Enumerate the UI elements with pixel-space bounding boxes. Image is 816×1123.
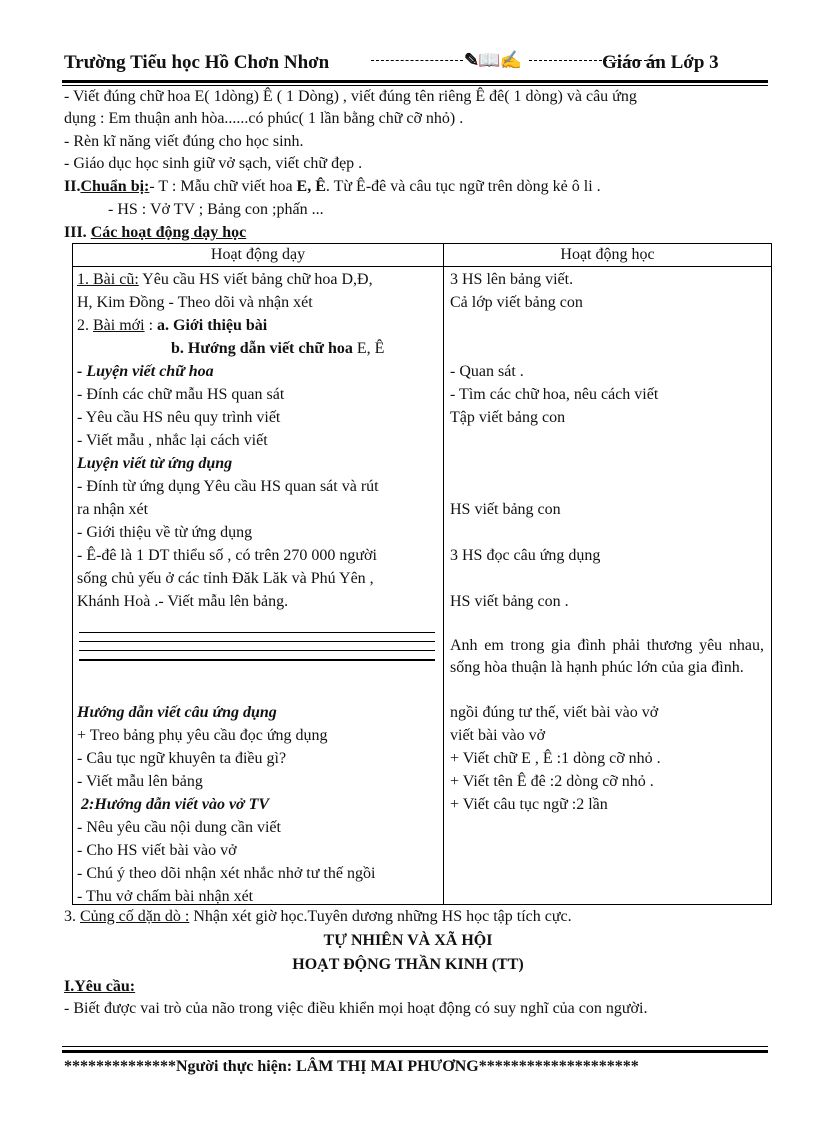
teacher-row: ra nhận xét — [77, 501, 149, 518]
teacher-row — [171, 338, 384, 360]
subject-title: TỰ NHIÊN VÀ XÃ HỘI — [323, 932, 493, 949]
header-rule-thick — [62, 80, 768, 83]
teacher-row: - Cho HS viết bài vào vở — [77, 842, 237, 859]
wrapup-label: Củng cố dặn dò : — [80, 908, 190, 925]
objective-line-2: dụng : Em thuận anh hòa......có phúc( 1 lần bằng chữ cỡ nhỏ) . — [64, 110, 464, 127]
teacher-row: - Viết mẫu , nhắc lại cách viết — [77, 432, 268, 449]
old-lesson-text: Yêu cầu HS viết bảng chữ hoa D,Đ, — [138, 271, 373, 288]
objective-line-1: - Viết đúng chữ hoa E( 1dòng) Ê ( 1 Dòng) , viết đúng tên riêng Ê đê( 1 dòng) và câu ứng — [64, 88, 637, 105]
book-pen-ornament-icon: ✎📖✍ — [464, 50, 521, 70]
section-number: III. — [64, 224, 87, 241]
header-divider — [73, 266, 771, 267]
teacher-row — [77, 269, 373, 291]
section-number: II. — [64, 178, 81, 195]
old-lesson-label: 1. Bài cũ: — [77, 271, 139, 288]
teacher-row: - Chú ý theo dõi nhận xét nhắc nhở tư thế ngồi — [77, 865, 376, 882]
teacher-row: - Đính các chữ mẫu HS quan sát — [77, 386, 285, 403]
teacher-row — [77, 315, 267, 337]
preparation-teacher-text: - T : Mẫu chữ viết hoa — [149, 178, 297, 195]
activities-heading — [64, 222, 246, 244]
teacher-subheading: Hướng dẫn viết câu ứng dụng — [77, 704, 277, 721]
teacher-subheading: 2:Hướng dẫn viết vào vở TV — [81, 796, 270, 813]
teacher-row: H, Kim Đồng - Theo dõi và nhận xét — [77, 294, 313, 311]
school-name: Trường Tiểu học Hồ Chơn Nhơn — [64, 52, 330, 73]
preparation-teacher-text-tail: . Từ Ê-đê và câu tục ngữ trên dòng kẻ ô li . — [325, 178, 601, 195]
preparation-heading: Chuẩn bị: — [80, 178, 150, 195]
footer-rule-thin — [62, 1046, 768, 1047]
teacher-row: - Thu vở chấm bài nhận xét — [77, 888, 254, 905]
teacher-subheading: - Luyện viết chữ hoa — [77, 363, 214, 380]
new-lesson-label: Bài mới — [93, 317, 145, 334]
teacher-subheading: Luyện viết từ ứng dụng — [77, 455, 233, 472]
requirements-heading: I.Yêu cầu: — [64, 978, 136, 995]
wrapup-line — [64, 906, 572, 928]
wrapup-number: 3. — [64, 908, 80, 925]
teacher-column-header: Hoạt động dạy — [210, 246, 306, 263]
student-row: ngồi đúng tư thế, viết bài vào vở — [450, 704, 659, 721]
intro-lesson-label: a. Giới thiệu bài — [157, 317, 268, 334]
student-row: HS viết bảng con . — [450, 593, 569, 610]
teacher-row: sống chủ yếu ở các tỉnh Đăk Lăk và Phú Yên , — [77, 570, 374, 587]
student-row: - Quan sát . — [450, 363, 524, 380]
student-row: + Viết tên Ê đê :2 dòng cỡ nhỏ . — [450, 773, 654, 790]
student-row: 3 HS đọc câu ứng dụng — [450, 547, 601, 564]
student-row: viết bài vào vở — [450, 727, 546, 744]
activities-table — [72, 243, 772, 905]
teacher-row: + Treo bảng phụ yêu cầu đọc ứng dụng — [77, 727, 328, 744]
page-header — [64, 52, 768, 78]
teacher-row: - Nêu yêu cầu nội dung cần viết — [77, 819, 281, 836]
column-divider — [443, 244, 444, 904]
student-row: 3 HS lên bảng viết. — [450, 271, 574, 288]
activities-heading-label: Các hoạt động dạy học — [90, 224, 247, 241]
student-row: + Viết chữ E , Ê :1 dòng cỡ nhỏ . — [450, 750, 661, 767]
student-row: - Tìm các chữ hoa, nêu cách viết — [450, 386, 659, 403]
author-footer: **************Người thực hiện: LÂM THỊ MAI PHƯƠNG******************** — [64, 1058, 639, 1075]
guide-uppercase-letters: E, Ê — [352, 340, 385, 357]
grade-label: Giáo án Lớp 3 — [602, 52, 719, 73]
objective-line-3: - Rèn kĩ năng viết đúng cho học sinh. — [64, 133, 304, 150]
header-dash-left — [371, 60, 463, 61]
wrapup-text: Nhận xét giờ học.Tuyên dương những HS học tập tích cực. — [189, 908, 572, 925]
student-row: + Viết câu tục ngữ :2 lần — [450, 796, 608, 813]
preparation-line — [64, 176, 601, 198]
lesson-title: HOẠT ĐỘNG THẦN KINH (TT) — [292, 956, 524, 973]
preparation-student-line: - HS : Vở TV ; Bảng con ;phấn ... — [108, 201, 324, 218]
teacher-row: - Giới thiệu về từ ứng dụng — [77, 524, 253, 541]
teacher-row: - Đính từ ứng dụng Yêu cầu HS quan sát và rút — [77, 478, 379, 495]
student-column-header: Hoạt động học — [560, 246, 655, 263]
guide-uppercase-label: b. Hướng dẫn viết chữ hoa — [171, 340, 353, 357]
student-row: Cả lớp viết bảng con — [450, 294, 583, 311]
handwriting-ruled-lines — [79, 632, 435, 661]
student-row: HS viết bảng con — [450, 501, 561, 518]
teacher-row: - Câu tục ngữ khuyên ta điều gì? — [77, 750, 287, 767]
teacher-row: - Yêu cầu HS nêu quy trình viết — [77, 409, 281, 426]
preparation-letters: E, Ê — [296, 178, 326, 195]
teacher-row: Khánh Hoà .- Viết mẫu lên bảng. — [77, 593, 289, 610]
new-lesson-separator: : — [144, 317, 158, 334]
new-lesson-prefix: 2. — [77, 317, 93, 334]
requirements-line: - Biết được vai trò của não trong việc điều khiển mọi hoạt động có suy nghĩ của con người. — [64, 1000, 648, 1017]
teacher-row: - Ê-đê là 1 DT thiểu số , có trên 270 000 người — [77, 547, 377, 564]
student-row: Tập viết bảng con — [450, 409, 566, 426]
footer-rule-thick — [62, 1050, 768, 1053]
objective-line-4: - Giáo dục học sinh giữ vở sạch, viết chữ đẹp . — [64, 155, 363, 172]
proverb-meaning: Anh em trong gia đình phải thương yêu nhau, sống hòa thuận là hạnh phúc lớn của gia đình. — [450, 637, 764, 676]
teacher-row: - Viết mẫu lên bảng — [77, 773, 203, 790]
